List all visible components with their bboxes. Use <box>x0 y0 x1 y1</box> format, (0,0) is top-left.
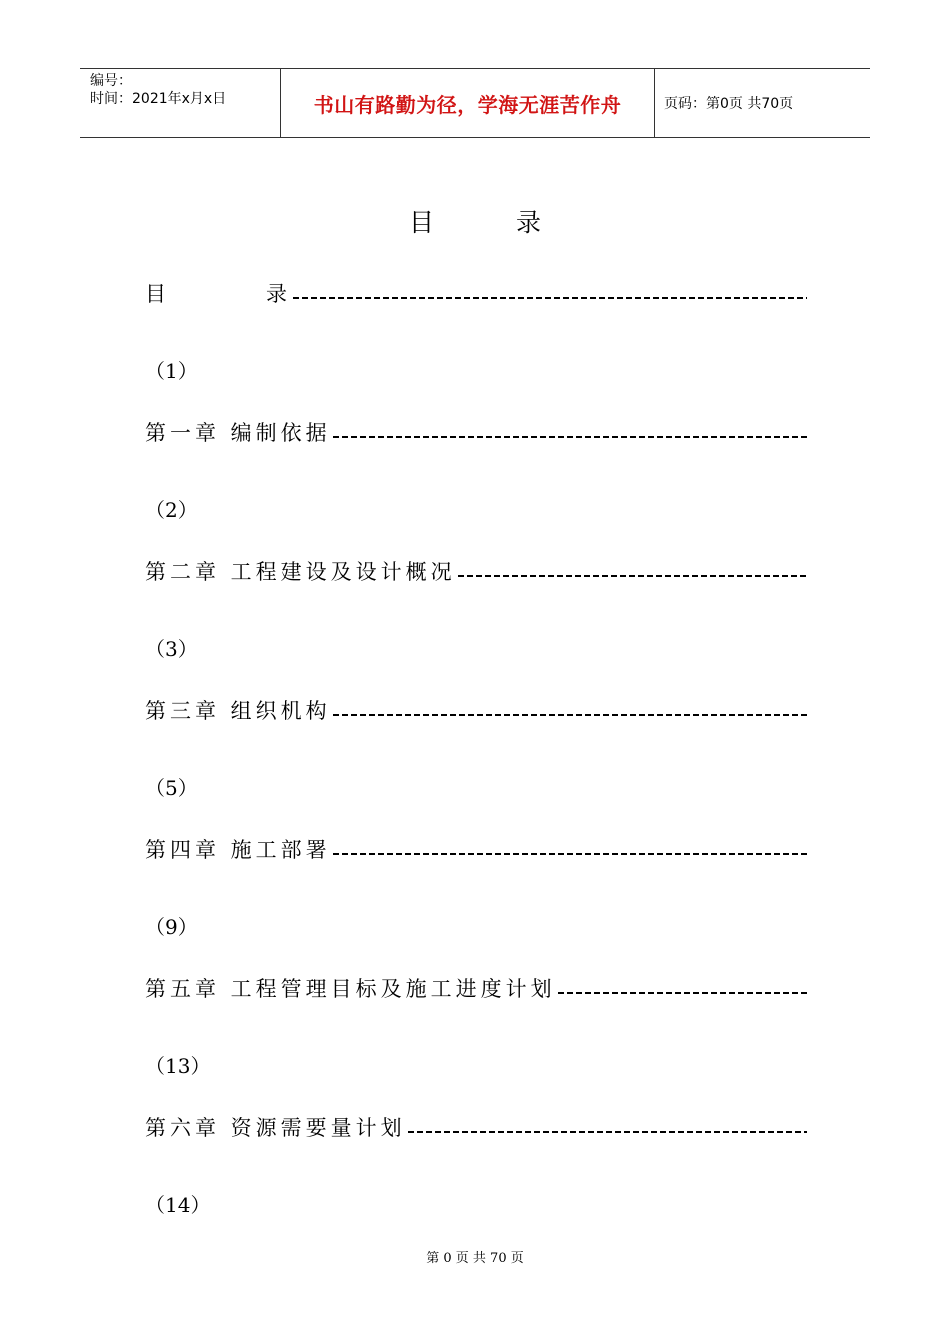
toc-leader <box>333 436 807 438</box>
toc-entry-title: 第一章 编制依据 <box>145 417 331 447</box>
toc-entry-title: 第四章 施工部署 <box>145 834 331 864</box>
toc-page-ref: （1） <box>145 359 198 383</box>
page-footer: 第 0 页 共 70 页 <box>426 1251 524 1266</box>
header-meta <box>80 69 281 137</box>
toc-entry[interactable] <box>145 556 807 586</box>
toc-entry[interactable] <box>145 417 807 447</box>
document-header <box>80 68 870 138</box>
toc-entry-heading[interactable] <box>145 278 807 308</box>
toc-entry-title: 第二章 工程建设及设计概况 <box>145 556 456 586</box>
header-motto-cell <box>281 69 655 137</box>
toc-entry[interactable] <box>145 695 807 725</box>
toc-entry[interactable] <box>145 973 807 1003</box>
toc-entry-heading-title: 目 录 <box>145 278 291 308</box>
toc-page-ref: （9） <box>145 915 198 939</box>
toc-page-ref: （5） <box>145 776 198 800</box>
page-title-char-1: 目 <box>408 208 434 237</box>
toc-entry[interactable] <box>145 1112 807 1142</box>
toc-entry-title: 第五章 工程管理目标及施工进度计划 <box>145 973 556 1003</box>
toc-page-ref: （13） <box>145 1054 211 1078</box>
header-page-info: 页码：第0页 共70页 <box>664 96 794 112</box>
page-title <box>0 203 950 239</box>
header-number-label: 编号： <box>90 73 132 89</box>
toc-leader <box>408 1131 807 1133</box>
toc-leader <box>458 575 807 577</box>
header-motto: 书山有路勤为径，学海无涯苦作舟 <box>313 92 622 117</box>
page-title-char-2: 录 <box>516 208 542 237</box>
toc-entry-title: 第三章 组织机构 <box>145 695 331 725</box>
toc-leader <box>333 714 807 716</box>
toc-page-ref: （14） <box>145 1193 211 1217</box>
header-time-label: 时间：2021年x月x日 <box>90 91 227 107</box>
toc-leader <box>333 853 807 855</box>
toc-leader <box>558 992 807 994</box>
toc-entry[interactable] <box>145 834 807 864</box>
toc-entry-title: 第六章 资源需要量计划 <box>145 1112 406 1142</box>
toc-page-ref: （3） <box>145 637 198 661</box>
toc-page-ref: （2） <box>145 498 198 522</box>
header-page-info-cell <box>655 69 870 137</box>
toc-leader <box>293 297 807 299</box>
